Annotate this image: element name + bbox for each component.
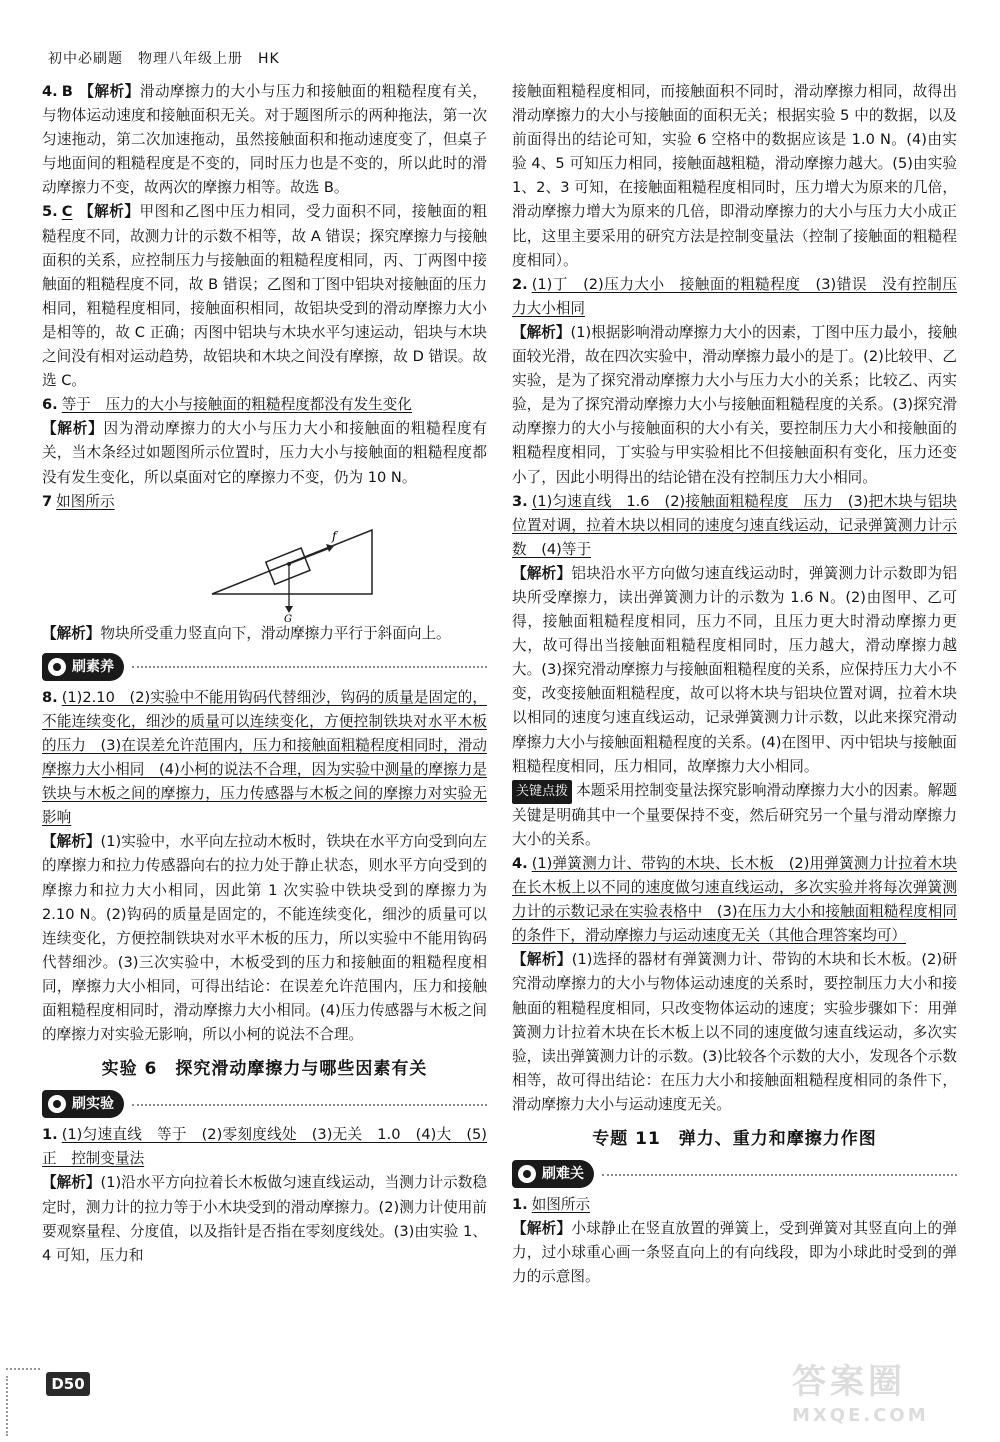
answer: (1)匀速直线 等于 (2)零刻度线处 (3)无关 1.0 (4)大 (5)正 控制变量法 xyxy=(42,1126,487,1168)
badge-row-nanguan xyxy=(512,1159,957,1189)
question-8 xyxy=(42,686,487,1047)
key-point-text: 本题采用控制变量法探究影响滑动摩擦力大小的因素。解题关键是明确其中一个量要保持不变，然后研究另一个量与滑动摩擦力大小的关系。 xyxy=(512,781,957,848)
question-number: 2. xyxy=(512,275,528,293)
answer: 等于 压力的大小与接触面的粗糙程度都没有发生变化 xyxy=(61,396,412,414)
analysis-label: 【解析】 xyxy=(78,203,140,221)
analysis-text: 小球静止在竖直放置的弹簧上，受到弹簧对其竖直向上的弹力，过小球重心画一条竖直向上的有向线段，即为小球此时受到的弹力的示意图。 xyxy=(512,1220,957,1286)
question-5 xyxy=(42,200,487,393)
badge-row-suyang xyxy=(42,652,487,682)
badge-nanguan xyxy=(512,1160,594,1188)
badge-icon xyxy=(48,658,66,676)
analysis-text: 铝块沿水平方向做匀速直线运动时，弹簧测力计示数即为铝块所受摩擦力，读出弹簧测力计的示数为 1.6 N。(2)由图甲、乙可得，接触面粗糙程度相同，压力不同，且压力更大时滑动摩擦力更大，故可得出当接触面粗糙程度相同时，压力越大，滑动摩擦力越大。(3)探究滑动摩擦力与接触面粗糙程度的关系，应保持压力大小不变，改变接触面粗糙程度，故可以将木块与铝块位置对调，拉着木块以相同的速度匀速直线运动，记录弹簧测力计示数，以此来探究滑动摩擦力大小与接触面粗糙程度的关系。(4)在图甲、丙中铝块与接触面粗糙程度相同，压力相同，故摩擦力大小相同。 xyxy=(512,564,957,775)
question-number: 1. xyxy=(42,1126,58,1144)
badge-shiyan xyxy=(42,1090,124,1118)
section-title-experiment-6: 实验 6 探究滑动摩擦力与哪些因素有关 xyxy=(101,1059,428,1080)
question-number: 6. xyxy=(42,396,58,414)
answer: B xyxy=(61,83,73,100)
badge-label: 刷素养 xyxy=(72,658,114,675)
analysis-label: 【解析】 xyxy=(42,1174,101,1192)
analysis-label: 【解析】 xyxy=(512,951,572,969)
analysis-text: (1)根据影响滑动摩擦力大小的因素，丁图中压力最小，接触面较光滑，故在四次实验中，滑动摩擦力最小的是丁。(2)比较甲、乙实验，是为了探究滑动摩擦力大小与压力大小的关系；比较乙、丙实验，是为了探究滑动摩擦力大小与接触面粗糙程度的关系。(3)探究滑动摩擦力的大小与接触面积的大小有关，要控制压力大小和接触面的粗糙程度相同，丁实验与甲实验相比不但接触面积有变化，压力还变小了，因此小明得出的结论错在没有控制压力大小相同。 xyxy=(512,323,957,486)
answer: C xyxy=(61,203,73,221)
question-number: 3. xyxy=(512,492,528,510)
answer: 如图所示 xyxy=(531,1196,591,1214)
experiment-question-1-continued: 接触面粗糙程度相同，而接触面积不同时，滑动摩擦力相同，故得出滑动摩擦力的大小与接触面的面积无关；根据实验 5 中的数据，以及前面得出的结论可知，实验 6 空格中的数据应该是 1.0 N。(4)由实验 4、5 可知压力相同，接触面越粗糙，滑动摩擦力越大。(5)由实验 1、2、3 可知，在接触面粗糙程度相同时，压力增大为原来的几倍，滑动摩擦力增大为原来的几倍，即滑动摩擦力的大小与压力大小成正比，这里主要采用的研究方法是控制变量法（控制了接触面的粗糙程度相同）。 xyxy=(512,83,957,269)
answer: (1)匀速直线 1.6 (2)接触面粗糙程度 压力 (3)把木块与铝块位置对调，拉着木块以相同的速度匀速直线运动，记录弹簧测力计示数 (4)等于 xyxy=(512,492,957,558)
analysis-label: 【解析】 xyxy=(42,833,101,851)
section-title-topic-11: 专题 11 弹力、重力和摩擦力作图 xyxy=(592,1129,877,1150)
question-number: 8. xyxy=(42,688,58,706)
analysis-label: 【解析】 xyxy=(42,624,101,642)
corner-dots xyxy=(6,1368,40,1370)
experiment-question-4 xyxy=(512,852,957,1117)
experiment-question-1 xyxy=(42,1123,487,1268)
badge-label: 刷难关 xyxy=(542,1166,584,1183)
block xyxy=(266,548,310,584)
topic-question-1 xyxy=(512,1193,957,1289)
answer: (1)弹簧测力计、带钩的木块、长木板 (2)用弹簧测力计拉着木块在长木板上以不同的速度做匀速直线运动，多次实验并将每次弹簧测力计的示数记录在实验表格中 (3)在压力大小和接触面粗糙程度相同的条件下，滑动摩擦力与运动速度无关（其他合理答案均可） xyxy=(512,855,957,945)
gravity-arrowhead xyxy=(285,606,293,613)
left-column xyxy=(42,80,487,1268)
analysis-text: 物块所受重力竖直向下，滑动摩擦力平行于斜面向上。 xyxy=(100,624,451,642)
badge-suyang xyxy=(42,653,124,681)
analysis-label: 【解析】 xyxy=(512,323,571,341)
watermark-logo xyxy=(792,1354,982,1434)
analysis-label: 【解析】 xyxy=(512,564,572,582)
incline-figure xyxy=(42,514,487,622)
analysis-text: (1)选择的器材有弹簧测力计、带钩的木块和长木板。(2)研究滑动摩擦力的大小与物体运动速度的关系时，要控制压力大小和接触面的粗糙程度相同，只改变物体运动的速度；实验步骤如下：用弹簧测力计拉着木块在长木板上以不同的速度做匀速直线运动，多次实验，读出弹簧测力计的示数。(3)比较各个示数的大小，发现各个示数相等，故可得出结论：在压力大小和接触面粗糙程度相同的条件下，滑动摩擦力大小与运动速度无关。 xyxy=(512,951,957,1113)
analysis-text: 因为滑动摩擦力的大小与压力大小和接触面的粗糙程度有关，当木条经过如题图所示位置时，压力大小与接触面的粗糙程度都没有发生变化，所以桌面对它的摩擦力不变，仍为 10 N。 xyxy=(42,420,487,486)
incline-triangle xyxy=(212,530,372,594)
analysis-label: 【解析】 xyxy=(78,83,140,100)
gravity-label: G xyxy=(284,613,292,622)
badge-icon xyxy=(48,1095,66,1113)
badge-label: 刷实验 xyxy=(72,1096,114,1113)
answer: (1)2.10 (2)实验中不能用钩码代替细沙，钩码的质量是固定的，不能连续变化，细沙的质量可以连续变化，方便控制铁块对水平木板的压力 (3)在误差允许范围内，压力和接触面粗糙程度相同时，滑动摩擦力大小相同 (4)小柯的说法不合理，因为实验中测量的摩擦力是铁块与木板之间的摩擦力，压力传感器与木板之间的摩擦力对实验无影响 xyxy=(42,688,487,827)
analysis-text: (1)沿水平方向拉着长木板做匀速直线运动，当测力计示数稳定时，测力计的拉力等于小木块受到的滑动摩擦力。(2)测力计使用前要观察量程、分度值，以及指针是否指在零刻度线处。(3)由实验 1、4 可知，压力和 xyxy=(42,1174,487,1264)
page-header: 初中必刷题 物理八年级上册 HK xyxy=(48,51,280,67)
question-number: 4. xyxy=(512,855,528,872)
incline-diagram xyxy=(192,514,402,622)
question-number: 5. xyxy=(42,203,58,221)
question-6 xyxy=(42,393,487,489)
analysis-text: 甲图和乙图中压力相同，受力面积不同，接触面的粗糙程度不同，故测力计的示数不相等，故 A 错误；探究摩擦力与接触面积的关系，应控制压力与接触面的粗糙程度相同，丙、丁两图中接触面的粗糙程度不同，故 B 错误；乙图和丁图中铝块对接触面的压力相同，粗糙程度相同，接触面积相同，故铝块受到的滑动摩擦力大小是相等的，故 C 正确；丙图中铝块与木块水平匀速运动，铝块与木块之间没有相对运动趋势，故铝块和木块之间没有摩擦，故 D 错误。故选 C。 xyxy=(42,203,487,390)
analysis-label: 【解析】 xyxy=(42,420,104,438)
question-number: 1. xyxy=(512,1196,528,1214)
watermark-main: 答案圈 xyxy=(792,1362,906,1402)
experiment-question-3 xyxy=(512,490,957,852)
question-number: 7 xyxy=(42,492,53,510)
friction-label: f xyxy=(332,528,337,543)
divider-dots xyxy=(602,1173,957,1176)
experiment-question-2 xyxy=(512,273,957,490)
answer: (1)丁 (2)压力大小 接触面的粗糙程度 (3)错误 没有控制压力大小相同 xyxy=(512,275,957,317)
badge-row-shiyan xyxy=(42,1089,487,1119)
answer: 如图所示 xyxy=(56,492,115,510)
badge-icon xyxy=(518,1165,536,1183)
corner-dots-vertical xyxy=(6,1376,8,1436)
divider-dots xyxy=(132,665,487,668)
analysis-text: (1)实验中，水平向左拉动木板时，铁块在水平方向受到向左的摩擦力和拉力传感器向右的拉力处于静止状态，则水平方向受到的摩擦力和拉力大小相同，因此第 1 次实验中铁块受到的摩擦力为 2.10 N。(2)钩码的质量是固定的，不能连续变化，细沙的质量可以连续变化，方便控制铁块对水平木板的压力，所以实验中不能用钩码代替细沙。(3)三次实验中，木板受到的压力和接触面的粗糙程度相同，摩擦力大小相同，可得出结论：在误差允许范围内，压力和接触面粗糙程度相同时，滑动摩擦力大小相同。(4)压力传感器与木板之间的摩擦力对实验无影响，所以小柯的说法不合理。 xyxy=(42,833,487,1044)
watermark-sub: MXQE.COM xyxy=(792,1405,929,1426)
right-column xyxy=(512,80,957,1290)
page-number: D50 xyxy=(46,1372,90,1396)
question-4 xyxy=(42,80,487,200)
question-number: 4. xyxy=(42,83,58,100)
question-7 xyxy=(42,490,487,514)
question-7-analysis xyxy=(42,622,487,646)
analysis-text: 滑动摩擦力的大小与压力和接触面的粗糙程度有关，与物体运动速度和接触面积无关。对于题图所示的两种拖法，第一次匀速拖动，第二次加速拖动，虽然接触面积和拖动速度变了，但桌子与地面间的粗糙程度是不变的，同时压力也是不变的，所以此时的滑动摩擦力不变，故两次的摩擦力相等。故选 B。 xyxy=(42,83,487,197)
divider-dots xyxy=(132,1103,487,1106)
key-point-label: 关键点拨 xyxy=(512,780,572,804)
analysis-label: 【解析】 xyxy=(512,1220,572,1238)
